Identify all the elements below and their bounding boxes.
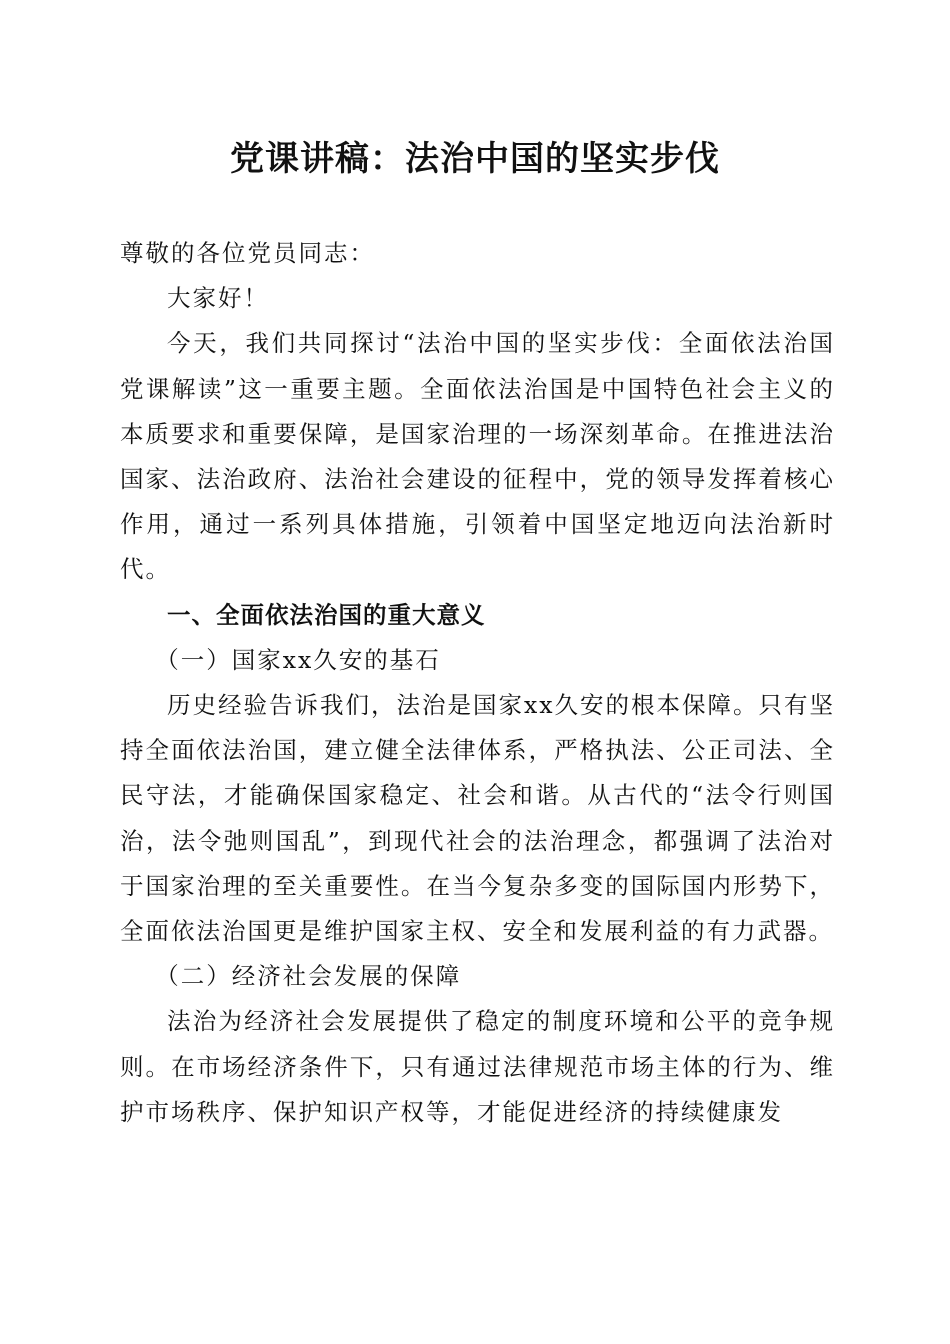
- section-heading-1: 一、全面依法治国的重大意义: [167, 600, 486, 629]
- subsection-paragraph-2: 法治为经济社会发展提供了稳定的制度环境和公平的竞争规则。在市场经济条件下，只有通过法律规范市场主体的行为、维护市场秩序、保护知识产权等，才能促进经济的持续健康发: [120, 1007, 835, 1126]
- intro-paragraph: 今天，我们共同探讨“法治中国的坚实步伐：全面依法治国党课解读”这一重要主题。全面依法治国是中国特色社会主义的本质要求和重要保障，是国家治理的一场深刻革命。在推进法治国家、法治政府、法治社会建设的征程中，党的领导发挥着核心作用，通过一系列具体措施，引领着中国坚定地迈向法治新时代。: [120, 329, 835, 584]
- subsection-paragraph-1: 历史经验告诉我们，法治是国家xx久安的根本保障。只有坚持全面依法治国，建立健全法律体系，严格执法、公正司法、全民守法，才能确保国家稳定、社会和谐。从古代的“法令行则国治，法令弛则国乱”，到现代社会的法治理念，都强调了法治对于国家治理的至关重要性。在当今复杂多变的国际国内形势下，全面依法治国更是维护国家主权、安全和发展利益的有力武器。: [120, 691, 836, 946]
- greeting: 大家好！: [167, 284, 269, 313]
- document-body: [120, 231, 835, 1135]
- document-title: 党课讲稿：法治中国的坚实步伐: [230, 139, 720, 179]
- salutation: 尊敬的各位党员同志：: [120, 239, 375, 267]
- subsection-heading-1: （一）国家xx久安的基石: [155, 645, 441, 674]
- subsection-heading-2: （二）经济社会发展的保障: [155, 962, 462, 991]
